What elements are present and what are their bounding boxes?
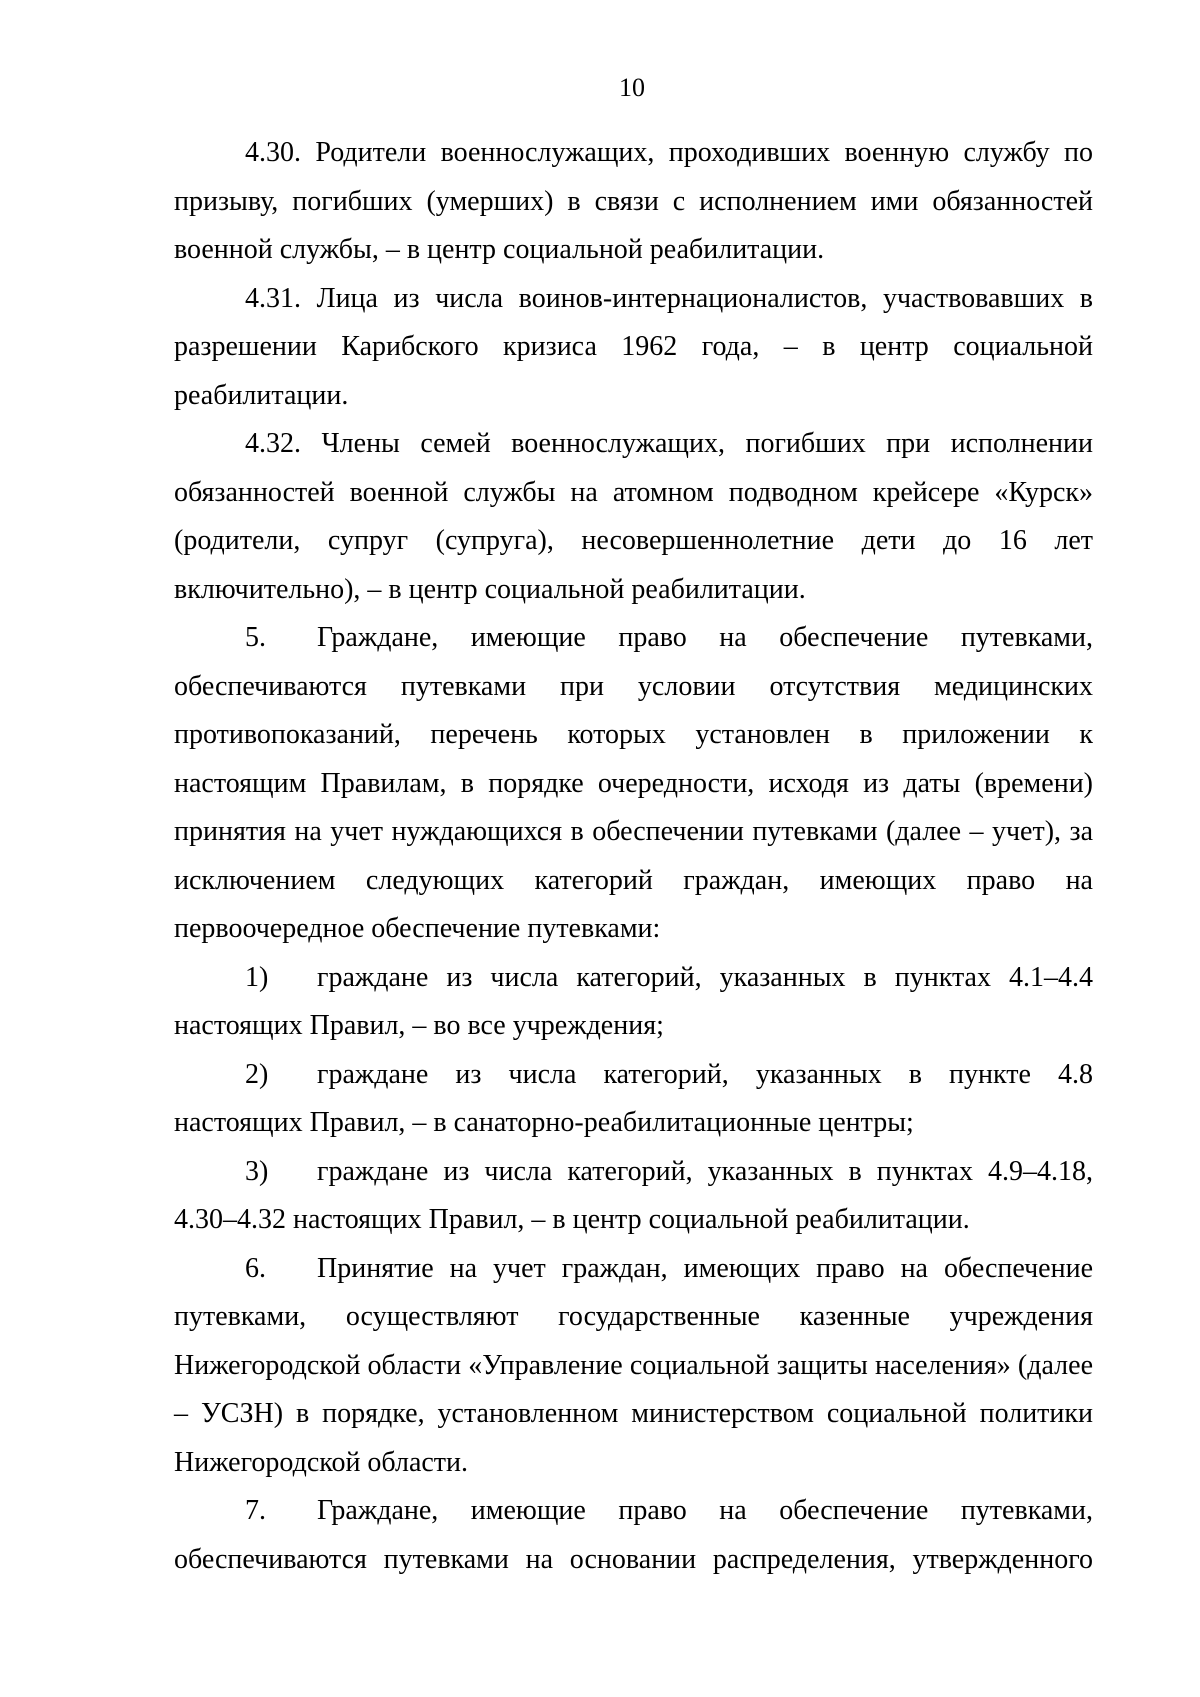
paragraph-6 (174, 1245, 1093, 1488)
list-item-first-line: граждане из числа категорий, указанных в пунктах 4.9–4.18, (317, 1155, 1093, 1187)
list-item-number: 2) (245, 1058, 269, 1090)
list-item-3 (174, 1148, 1093, 1245)
list-item-continuation: настоящих Правил, – во все учреждения; (174, 1010, 664, 1041)
paragraph-4-30: 4.30. Родители военнослужащих, проходивших военную службу по призыву, погибших (умерших) в связи с исполнением ими обязанностей военной службы, – в центр социальной реабилитации. (174, 137, 1093, 265)
paragraph-number: 5. (245, 622, 266, 653)
list-item-first-line: граждане из числа категорий, указанных в пунктах 4.1–4.4 (317, 961, 1093, 993)
paragraph-4-32: 4.32. Члены семей военнослужащих, погибших при исполнении обязанностей военной службы на атомном подводном крейсере «Курск» (родители, супруг (супруга), несовершеннолетние дети до 16 лет включительно), – в центр социальной реабилитации. (174, 428, 1093, 605)
paragraph-7 (174, 1487, 1093, 1584)
paragraph-first-line: Граждане, имеющие право на обеспечение путевками, (317, 1495, 1093, 1526)
paragraph-number: 7. (245, 1495, 266, 1526)
list-item-number: 3) (245, 1155, 269, 1187)
paragraph-5 (174, 614, 1093, 954)
paragraph-continuation: обеспечиваются путевками на основании распределения, утвержденного (174, 1543, 1093, 1575)
list-item-1 (174, 954, 1093, 1051)
document-body (174, 129, 1093, 1584)
list-item-first-line: граждане из числа категорий, указанных в пункте 4.8 (317, 1058, 1093, 1090)
list-item-number: 1) (245, 961, 269, 993)
list-item-2 (174, 1051, 1093, 1148)
paragraph-number: 6. (245, 1252, 266, 1284)
paragraph-first-line: Граждане, имеющие право на обеспечение путевками, (317, 622, 1093, 653)
paragraph-continuation: обеспечиваются путевками при условии отсутствия медицинских противопоказаний, перечень которых установлен в приложении к настоящим Правилам, в порядке очередности, исходя из даты (времени) принятия на учет нуждающихся в обеспечении путевками (далее – учет), за исключением следующих категорий граждан, имеющих право на первоочередное обеспечение путевками: (174, 670, 1093, 944)
paragraph-first-line: Принятие на учет граждан, имеющих право на обеспечение (317, 1252, 1093, 1284)
list-item-continuation: настоящих Правил, – в санаторно-реабилитационные центры; (174, 1107, 914, 1138)
list-item-continuation: 4.30–4.32 настоящих Правил, – в центр социальной реабилитации. (174, 1204, 970, 1235)
paragraph-continuation: путевками, осуществляют государственные казенные учреждения Нижегородской области «Управление социальной защиты населения» (далее – УСЗН) в порядке, установленном министерством социальной политики Нижегородской области. (174, 1301, 1093, 1478)
page-number: 10 (619, 73, 645, 102)
paragraph-4-31: 4.31. Лица из числа воинов-интернационалистов, участвовавших в разрешении Карибского кризиса 1962 года, – в центр социальной реабилитации. (174, 282, 1093, 411)
